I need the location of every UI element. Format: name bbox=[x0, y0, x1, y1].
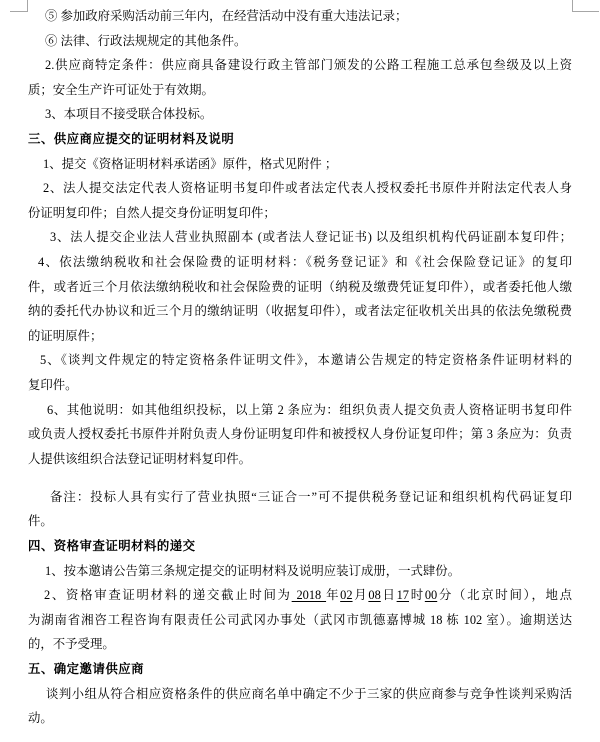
underlined-blank: 02 bbox=[340, 588, 353, 603]
text-line: ⑥ 法律、行政法规规定的其他条件。 bbox=[45, 33, 247, 48]
text-line: 的，不予受理。 bbox=[28, 637, 115, 652]
text-line: 份证明复印件；自然人提交身份证明复印件； bbox=[28, 205, 276, 220]
text-line: 四、资格审查证明材料的递交 bbox=[28, 539, 196, 554]
text-line bbox=[28, 583, 572, 608]
paragraph bbox=[28, 4, 572, 29]
text-line: 动。 bbox=[28, 711, 53, 726]
underlined-blank: 2018 bbox=[291, 588, 327, 603]
page-margin-mark-left bbox=[10, 0, 28, 12]
text-line: 备注：投标人具有实行了营业执照“三证合一”可不提供税务登记证和组织机构代码证复印 bbox=[50, 489, 572, 504]
text-line: 5、《谈判文件规定的特定资格条件证明文件》，本邀请公告规定的特定资格条件证明材料的 bbox=[40, 353, 572, 368]
text-line: ⑤ 参加政府采购活动前三年内，在经营活动中没有重大违法记录； bbox=[45, 9, 408, 23]
paragraph bbox=[28, 583, 572, 657]
blank-line bbox=[28, 471, 572, 485]
text-line: 的证明原件； bbox=[28, 328, 103, 343]
underlined-blank: 00 bbox=[424, 588, 438, 603]
paragraph bbox=[28, 152, 572, 177]
text-line: 三、供应商应提交的证明材料及说明 bbox=[28, 131, 235, 146]
text-line: 件。 bbox=[28, 514, 53, 529]
underlined-blank: 08 bbox=[368, 588, 381, 603]
paragraph bbox=[28, 53, 572, 102]
paragraph bbox=[28, 225, 572, 250]
text-line: 2、法人提交法定代表人资格证明书复印件或者法定代表人授权委托书原件并附法定代表人身 bbox=[43, 181, 572, 196]
text-line: 1、按本邀请公告第三条规定提交的证明材料及说明应装订成册，一式肆份。 bbox=[45, 563, 461, 578]
text-line: 3、本项目不接受联合体投标。 bbox=[45, 107, 213, 122]
document-body bbox=[28, 4, 572, 731]
section-heading bbox=[28, 657, 572, 682]
text-line: 4、依法缴纳税收和社会保险费的证明材料：《税务登记证》和《社会保险登记证》的复印 bbox=[38, 254, 572, 269]
text-line: 为湖南省湘咨工程咨询有限责任公司武冈办事处（武冈市凯德嘉博城 18 栋 102 室）。逾期送达 bbox=[28, 612, 572, 627]
paragraph bbox=[28, 250, 572, 348]
text-line: 1、提交《资格证明材料承诺函》原件，格式见附件 ； bbox=[43, 156, 338, 171]
text-segment: 日 bbox=[380, 588, 397, 603]
text-line: 五、确定邀请供应商 bbox=[28, 662, 145, 677]
text-line: 纳的委托代办协议和近三个月的缴纳证明（收据复印件），或者法定征收机关出具的依法免缴税费 bbox=[28, 304, 572, 319]
text-segment: 年 bbox=[326, 588, 341, 603]
paragraph bbox=[28, 102, 572, 127]
paragraph bbox=[28, 682, 572, 731]
text-line: 3、法人提交企业法人营业执照副本 (或者法人登记证书) 以及组织机构代码证副本复印件； bbox=[50, 230, 572, 245]
text-segment: 月 bbox=[352, 588, 369, 603]
paragraph bbox=[28, 559, 572, 584]
paragraph bbox=[28, 398, 572, 472]
text-line: 质；安全生产许可证处于有效期。 bbox=[28, 82, 214, 97]
text-line: 或负责人授权委托书原件并附负责人身份证明复印件和被授权人身份证复印件；第 3 条应为：负责 bbox=[28, 427, 572, 442]
section-heading bbox=[28, 127, 572, 152]
text-segment: 分（北京时间），地点 bbox=[437, 588, 573, 603]
text-line: 6、其他说明：如其他组织投标，以上第 2 条应为：组织负责人提交负责人资格证明书复印件 bbox=[47, 402, 572, 417]
text-line: 2.供应商特定条件：供应商具备建设行政主管部门颁发的公路工程施工总承包叁级及以上资 bbox=[45, 58, 572, 73]
text-segment: 时 bbox=[409, 588, 425, 603]
paragraph bbox=[28, 348, 572, 397]
text-line: 人提供该组织合法登记证明材料复印件。 bbox=[28, 451, 252, 466]
underlined-blank: 17 bbox=[396, 588, 409, 603]
text-line: 谈判小组从符合相应资格条件的供应商名单中确定不少于三家的供应商参与竞争性谈判采购活 bbox=[46, 686, 572, 701]
paragraph bbox=[28, 485, 572, 534]
page-margin-mark-right bbox=[572, 0, 599, 12]
text-segment: 2、资格审查证明材料的递交截止时间为 bbox=[44, 588, 292, 603]
paragraph bbox=[28, 29, 572, 54]
text-line: 复印件。 bbox=[28, 377, 78, 392]
text-line: 件，或者近三个月依法缴纳税收和社会保险费的证明（纳税及缴费凭证复印件），或者委托他人缴 bbox=[28, 279, 572, 294]
section-heading bbox=[28, 534, 572, 559]
paragraph bbox=[28, 176, 572, 225]
